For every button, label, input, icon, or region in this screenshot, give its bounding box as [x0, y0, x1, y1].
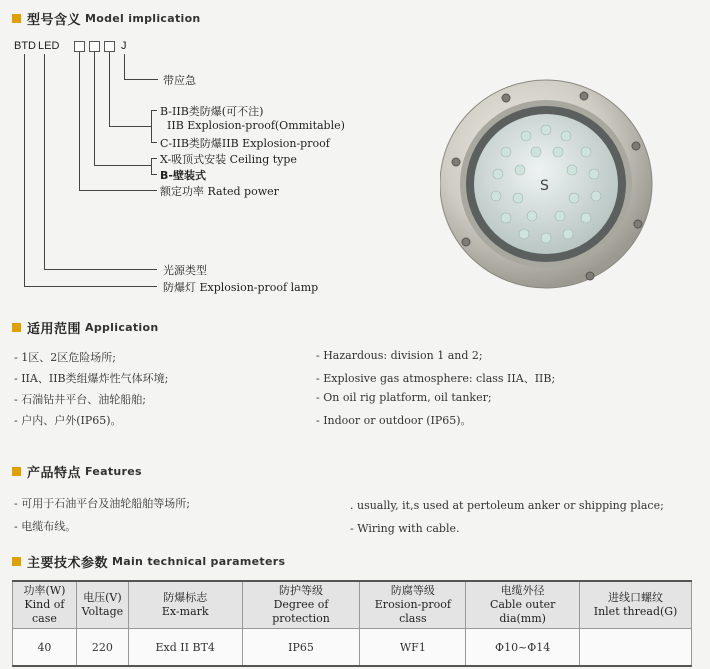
- model-section-header: [12, 10, 201, 26]
- code-box-power: [74, 41, 85, 52]
- application-item-cn: - 石湍钻井平台、油轮船舶;: [14, 393, 146, 406]
- table-cell: IP65: [242, 629, 360, 667]
- label-emergency: 带应急: [163, 74, 196, 87]
- code-box-class: [104, 41, 115, 52]
- section-bullet-icon: [12, 323, 21, 332]
- application-item-en: - Explosive gas atmosphere: class IIA、IIB;: [316, 372, 556, 385]
- bolt-icon: [632, 142, 640, 150]
- features-item-cn: - 可用于石油平台及油轮船舶等场所;: [14, 497, 190, 510]
- bolt-icon: [586, 272, 594, 280]
- table-cell: Φ10~Φ14: [466, 629, 580, 667]
- section-bullet-icon: [12, 14, 21, 23]
- features-item-en: . usually, it,s used at pertoleum anker or shipping place;: [350, 499, 664, 512]
- column-header-ex-mark: 防爆标志 Ex-mark: [128, 581, 242, 629]
- table-row: [13, 629, 692, 667]
- table-cell: [580, 629, 692, 667]
- lamp-logo-text: S: [540, 178, 549, 194]
- bolt-icon: [502, 94, 510, 102]
- section-bullet-icon: [12, 557, 21, 566]
- label-rated-power: 额定功率 Rated power: [160, 185, 279, 198]
- application-item-en: - Indoor or outdoor (IP65)。: [316, 414, 472, 427]
- features-item-en: - Wiring with cable.: [350, 522, 460, 535]
- code-box-install: [89, 41, 100, 52]
- label-light-source: 光源类型: [163, 264, 207, 277]
- column-header-inlet-thread: 进线口螺纹 Inlet thread(G): [580, 581, 692, 629]
- features-section-title: 产品特点: [27, 465, 82, 481]
- application-item-cn: - IIA、IIB类组爆炸性气体环境;: [14, 372, 169, 385]
- table-cell: Exd II BT4: [128, 629, 242, 667]
- tech-section-title-en: Main technical parameters: [112, 554, 286, 568]
- label-b-iib: B-IIB类防爆(可不注): [160, 105, 264, 118]
- tech-section-header: [12, 553, 285, 569]
- code-led: LED: [38, 40, 60, 52]
- bolt-icon: [462, 238, 470, 246]
- features-section-header: [12, 463, 142, 479]
- label-c-iib: C-IIB类防爆IIB Explosion-proof: [160, 137, 330, 150]
- application-item-cn: - 1区、2区危险场所;: [14, 351, 116, 364]
- features-item-cn: - 电缆布线。: [14, 520, 77, 533]
- application-section-title: 适用范围: [27, 321, 82, 337]
- bolt-icon: [634, 220, 642, 228]
- label-lamp: 防爆灯 Explosion-proof lamp: [163, 281, 319, 294]
- tech-section-title: 主要技术参数: [27, 555, 109, 571]
- column-header-protection: 防护等级 Degree of protection: [242, 581, 360, 629]
- model-section-title-en: Model implication: [85, 11, 201, 25]
- application-section-title-en: Application: [85, 320, 159, 334]
- bolt-icon: [580, 92, 588, 100]
- model-section-title: 型号含义: [27, 12, 82, 28]
- code-btd: BTD: [14, 40, 36, 52]
- label-x-ceiling: X-吸顶式安装 Ceiling type: [160, 153, 297, 166]
- application-section-header: [12, 319, 158, 335]
- column-header-cable-dia: 电缆外径 Cable outer dia(mm): [466, 581, 580, 629]
- table-cell: 40: [13, 629, 77, 667]
- column-header-voltage: 电压(V) Voltage: [76, 581, 128, 629]
- tech-parameters-table: [12, 580, 692, 667]
- column-header-erosion: 防腐等级 Erosion-proof class: [360, 581, 466, 629]
- application-item-en: - Hazardous: division 1 and 2;: [316, 349, 483, 362]
- lamp-product-image: [440, 74, 660, 292]
- bolt-icon: [452, 158, 460, 166]
- application-item-en: - On oil rig platform, oil tanker;: [316, 391, 492, 404]
- label-b-wall: B-壁装式: [160, 169, 206, 182]
- table-header-row: [13, 581, 692, 629]
- section-bullet-icon: [12, 467, 21, 476]
- label-iib-omit: IIB Explosion-proof(Ommitable): [167, 119, 345, 132]
- table-cell: WF1: [360, 629, 466, 667]
- application-item-cn: - 户内、户外(IP65)。: [14, 414, 122, 427]
- code-j: J: [121, 40, 127, 52]
- column-header-power: 功率(W) Kind of case: [13, 581, 77, 629]
- table-cell: 220: [76, 629, 128, 667]
- features-section-title-en: Features: [85, 464, 142, 478]
